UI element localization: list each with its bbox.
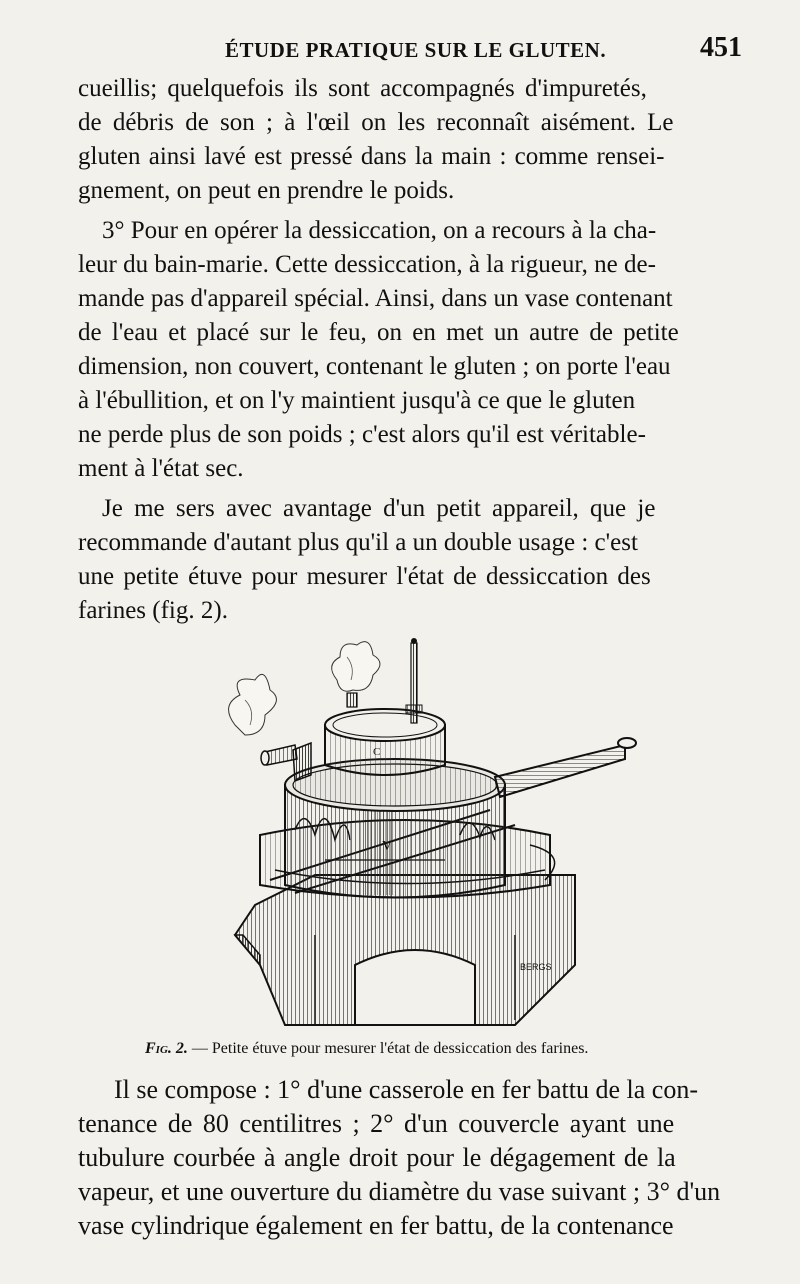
text-line: ment à l'état sec. (78, 455, 244, 482)
text-line: Il se compose : 1° d'une casserole en fer battu de la con- (114, 1075, 698, 1104)
text-line: 3° Pour en opérer la dessiccation, on a recours à la cha- (102, 217, 657, 244)
text-line: tubulure courbée à angle droit pour le dégagement de la (78, 1143, 676, 1172)
inner-vessel (325, 709, 445, 775)
body-text-lower (78, 1073, 750, 1243)
casserole (285, 759, 505, 898)
thermometer (406, 638, 422, 723)
pan-handle (495, 738, 636, 797)
label-v: V (382, 839, 393, 854)
text-line: recommande d'autant plus qu'il a un double usage : c'est (78, 529, 638, 556)
text-line: Je me sers avec avantage d'un petit appareil, que je (102, 495, 656, 522)
page-number: 451 (700, 32, 742, 63)
drying-oven-illustration (215, 635, 795, 1035)
caption-text: — Petite étuve pour mesurer l'état de dessiccation des farines. (187, 1040, 589, 1057)
label-c: C (373, 746, 381, 758)
page-header (0, 28, 800, 68)
text-line: cueillis; quelquefois ils sont accompagnés d'impuretés, (78, 75, 647, 102)
text-line: dimension, non couvert, contenant le gluten ; on porte l'eau (78, 353, 671, 380)
text-line: leur du bain-marie. Cette dessiccation, à la rigueur, ne de- (78, 251, 656, 278)
steam-left (229, 674, 277, 735)
text-line: tenance de 80 centilitres ; 2° d'un couvercle ayant une (78, 1109, 675, 1138)
apparatus-engraving (215, 635, 795, 1035)
figure-caption (145, 1040, 588, 1058)
text-line: gnement, on peut en prendre le poids. (78, 177, 455, 204)
text-line: à l'ébullition, et on l'y maintient jusqu'à ce que le gluten (78, 387, 636, 414)
text-line: vapeur, et une ouverture du diamètre du vase suivant ; 3° d'un (78, 1177, 721, 1206)
text-line: vase cylindrique également en fer battu, de la contenance (78, 1211, 674, 1240)
text-line: mande pas d'appareil spécial. Ainsi, dans un vase contenant (78, 285, 673, 312)
text-line: farines (fig. 2). (78, 597, 228, 624)
engraver-signature: BERGS (520, 962, 552, 972)
text-line: de l'eau et placé sur le feu, on en met un autre de petite (78, 319, 679, 346)
steam-right (332, 642, 380, 707)
text-line: gluten ainsi lavé est pressé dans la main : comme rensei- (78, 143, 665, 170)
text-line: une petite étuve pour mesurer l'état de dessiccation des (78, 563, 651, 590)
vapour-tube (261, 743, 311, 781)
body-text-upper (78, 72, 750, 628)
text-line: ne perde plus de son poids ; c'est alors qu'il est véritable- (78, 421, 646, 448)
caption-label: Fig. 2. (145, 1040, 188, 1057)
running-title: ÉTUDE PRATIQUE SUR LE GLUTEN. (225, 38, 607, 62)
text-line: de débris de son ; à l'œil on les reconnaît aisément. Le (78, 109, 674, 136)
